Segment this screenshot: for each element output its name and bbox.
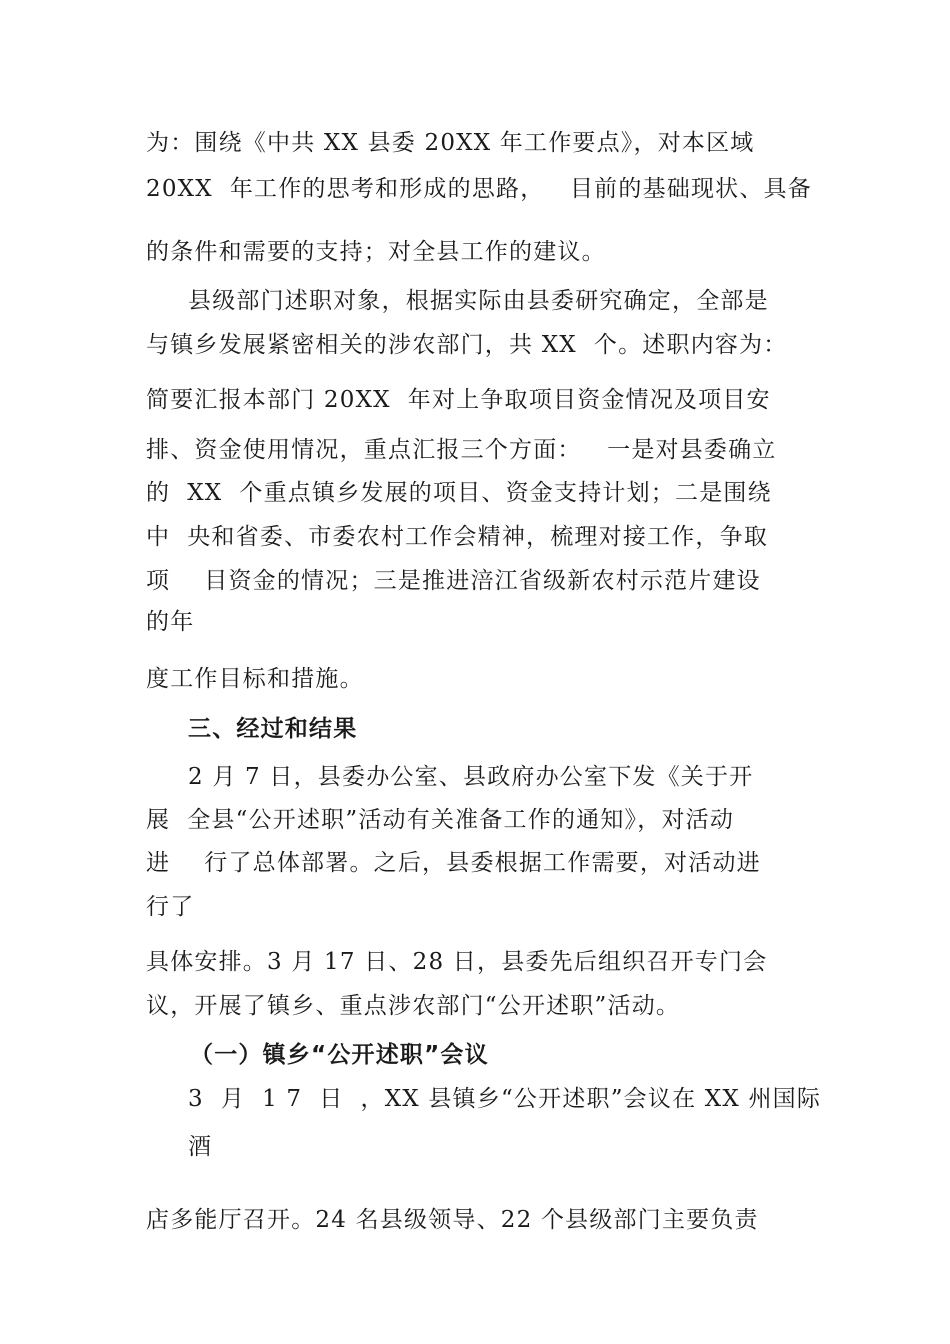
paragraph-line: 酒 — [188, 1134, 213, 1160]
paragraph-line: 项 目资金的情况；三是推进涪江省级新农村示范片建设 — [146, 568, 761, 594]
paragraph-line: 的条件和需要的支持；对全县工作的建议。 — [146, 239, 606, 265]
paragraph-line: 20XX 年工作的思考和形成的思路， 目前的基础现状、具备 — [146, 176, 812, 202]
paragraph-line: 与镇乡发展紧密相关的涉农部门，共 XX 个。述职内容为： — [146, 332, 788, 358]
paragraph-line: 排、资金使用情况，重点汇报三个方面： 一是对县委确立 — [146, 437, 777, 463]
paragraph-line: 县级部门述职对象，根据实际由县委研究确定，全部是 — [188, 288, 769, 314]
paragraph-line: 2 月 7 日，县委办公室、县政府办公室下发《关于开 — [188, 764, 754, 790]
subsection-heading: （一）镇乡“公开述职”会议 — [190, 1042, 489, 1068]
section-heading: 三、经过和结果 — [188, 716, 358, 742]
paragraph-line: 的年 — [146, 609, 195, 635]
paragraph-line: 的 XX 个重点镇乡发展的项目、资金支持计划；二是围绕 — [146, 480, 772, 506]
paragraph-line: 具体安排。3 月 17 日、28 日，县委先后组织召开专门会 — [146, 949, 768, 975]
paragraph-line: 简要汇报本部门 20XX 年对上争取项目资金情况及项目安 — [146, 387, 771, 413]
paragraph-line: 进 行了总体部署。之后，县委根据工作需要，对活动进 — [146, 850, 761, 876]
paragraph-line: 议，开展了镇乡、重点涉农部门“公开述职”活动。 — [146, 993, 681, 1019]
paragraph-line: 中 央和省委、市委农村工作会精神，梳理对接工作，争取 — [146, 524, 769, 550]
paragraph-line: 店多能厅召开。24 名县级领导、22 个县级部门主要负责 — [146, 1207, 759, 1233]
paragraph-line: 行了 — [146, 894, 195, 920]
paragraph-line: 展 全县“公开述职”活动有关准备工作的通知》，对活动 — [146, 807, 735, 833]
paragraph-line: 为：围绕《中共 XX 县委 20XX 年工作要点》，对本区域 — [146, 130, 755, 156]
paragraph-line: 度工作目标和措施。 — [146, 666, 364, 692]
paragraph-line: 3 月 1 7 日 ，XX 县镇乡“公开述职”会议在 XX 州国际 — [188, 1086, 822, 1112]
